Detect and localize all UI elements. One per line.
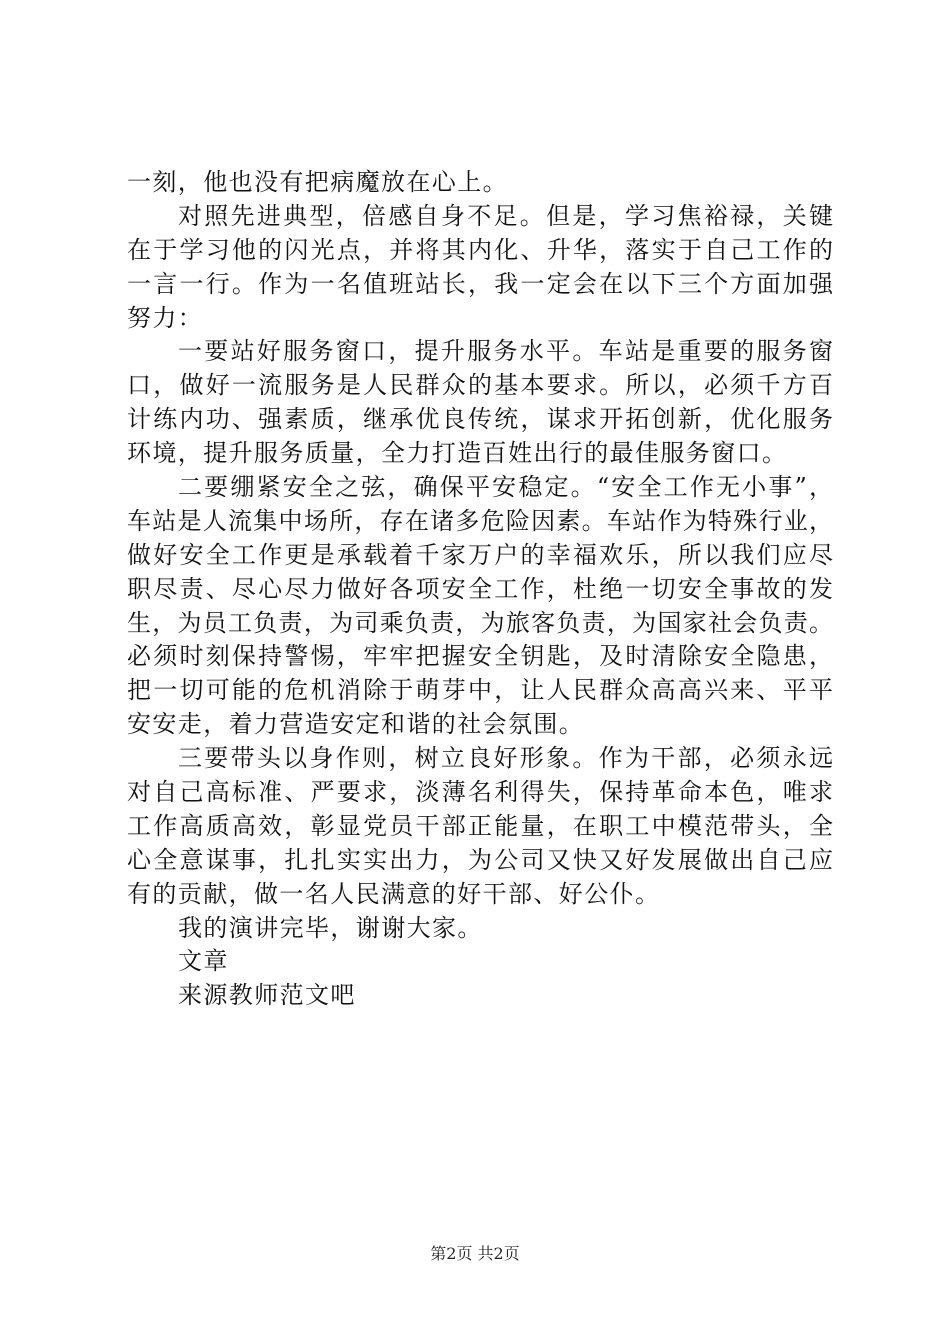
text-line: 我的演讲完毕，谢谢大家。 [178,913,483,942]
text-line: 职尽责、尽心尽力做好各项安全工作，杜绝一切安全事故的发 [127,574,833,603]
text-line: 环境，提升服务质量，全力打造百姓出行的最佳服务窗口。 [127,439,788,468]
text-line: 计练内功、强素质，继承优良传统，谋求开拓创新，优化服务 [127,405,833,434]
text-line: 努力： [127,303,204,332]
text-line: 文章 [178,947,229,976]
text-line: 在于学习他的闪光点，并将其内化、升华，落实于自己工作的 [127,235,833,264]
text-line: 安安走，着力营造安定和谐的社会氛围。 [127,710,585,739]
text-line: 车站是人流集中场所，存在诸多危险因素。车站作为特殊行业， [127,506,833,535]
text-line: 生，为员工负责，为司乘负责，为旅客负责，为国家社会负责。 [127,608,833,637]
text-line: 工作高质高效，彰显党员干部正能量，在职工中模范带头，全 [127,811,833,840]
text-line: 把一切可能的危机消除于萌芽中，让人民群众高高兴来、平平 [127,676,833,705]
text-line: 一要站好服务窗口，提升服务水平。车站是重要的服务窗 [178,337,833,366]
text-line: 三要带头以身作则，树立良好形象。作为干部，必须永远 [178,744,833,773]
text-line: 有的贡献，做一名人民满意的好干部、好公仆。 [127,879,661,908]
document-body [127,166,833,1013]
text-line: 对照先进典型，倍感自身不足。但是，学习焦裕禄，关键 [178,201,833,230]
text-line: 心全意谋事，扎扎实实出力，为公司又快又好发展做出自己应 [127,845,833,874]
text-line: 一刻，他也没有把病魔放在心上。 [127,168,508,196]
page-footer: 第2页 共2页 [430,1244,520,1263]
text-line: 二要绷紧安全之弦，确保平安稳定。“安全工作无小事”， [178,473,833,502]
text-line: 做好安全工作更是承载着千家万户的幸福欢乐，所以我们应尽 [127,540,833,569]
text-line: 口，做好一流服务是人民群众的基本要求。所以，必须千方百 [127,371,833,400]
text-line: 一言一行。作为一名值班站长，我一定会在以下三个方面加强 [127,269,833,298]
text-line: 对自己高标准、严要求，淡薄名利得失，保持革命本色，唯求 [127,778,833,807]
text-line: 来源教师范文吧 [178,981,356,1010]
text-line: 必须时刻保持警惕，牢牢把握安全钥匙，及时清除安全隐患， [127,642,833,671]
